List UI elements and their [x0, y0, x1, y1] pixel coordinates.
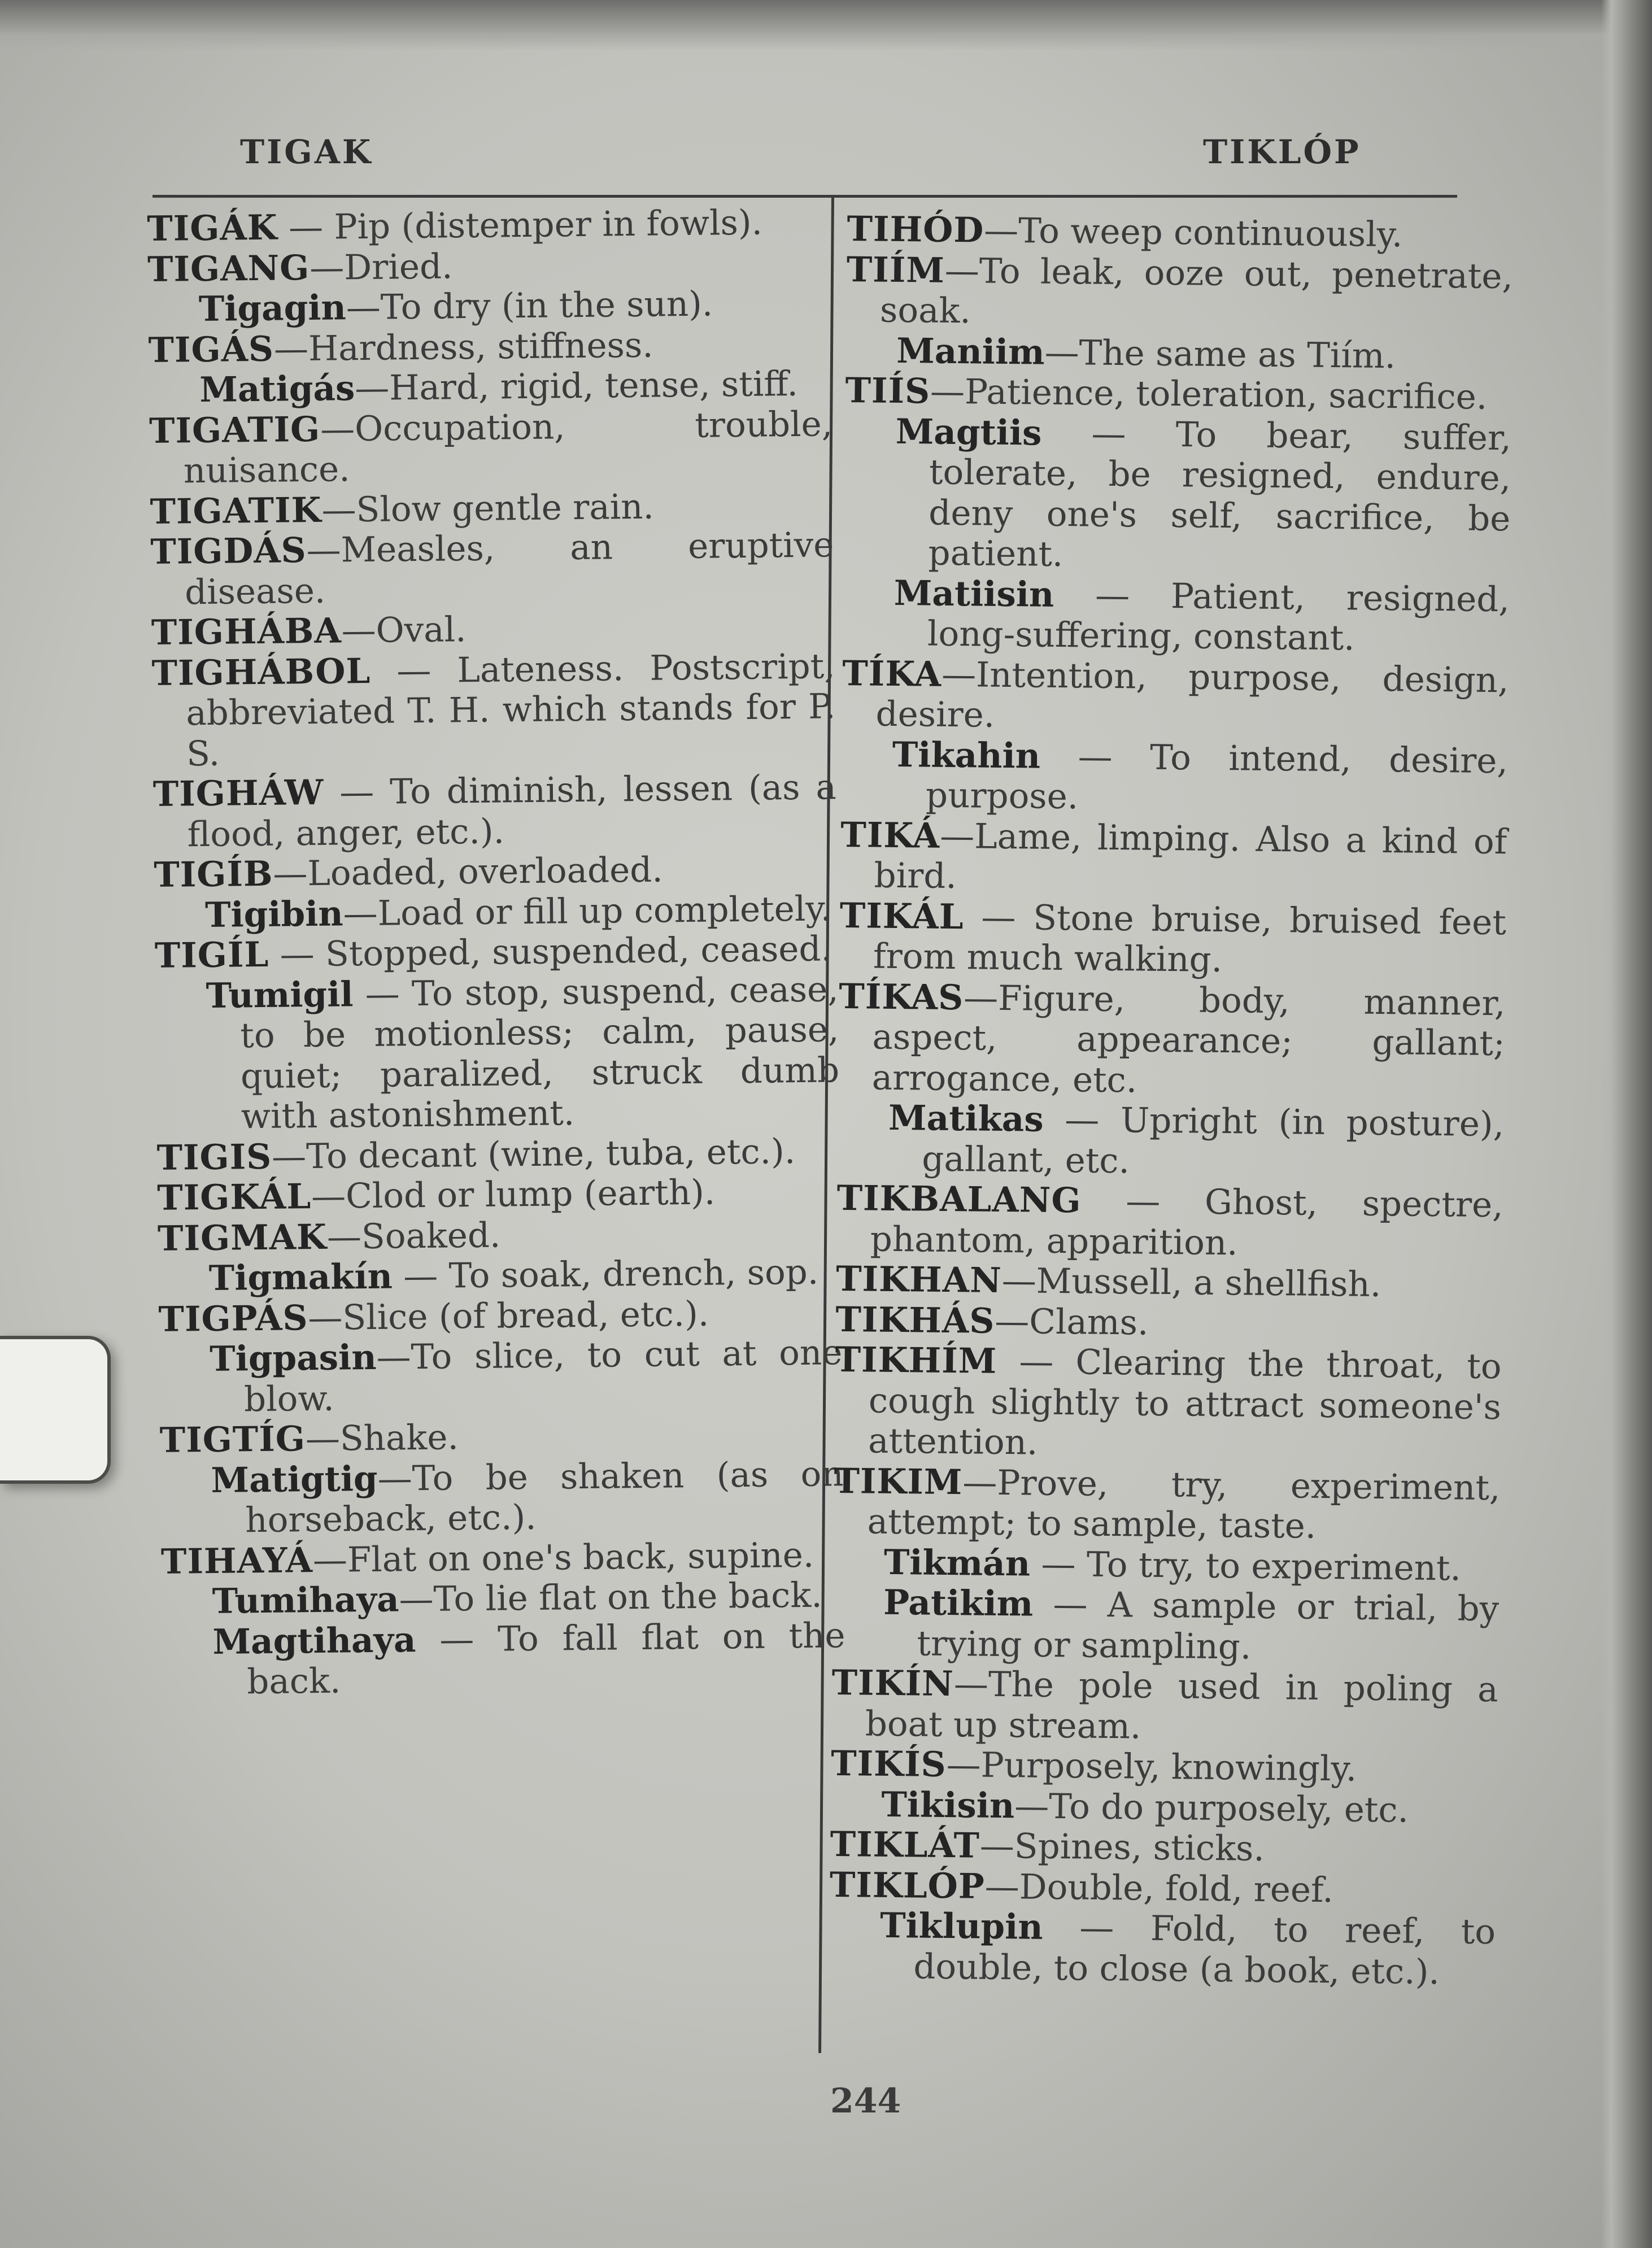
left-running-head: TIGAK [240, 133, 373, 171]
dictionary-entry [151, 605, 835, 653]
entry-headword: TIKÁ [840, 814, 940, 856]
entry-definition: —Hardness, stiffness. [273, 325, 653, 369]
dictionary-entry [148, 323, 832, 371]
dictionary-entry [846, 249, 1513, 337]
entry-definition: —Occupation, trouble, nuisance. [183, 403, 833, 491]
entry-headword: TIKIM [834, 1461, 963, 1502]
dictionary-entry [830, 1824, 1497, 1872]
dictionary-entry [839, 895, 1506, 983]
entry-definition: —To do purposely, etc. [1014, 1785, 1409, 1831]
entry-definition: —To weep continuously. [983, 210, 1403, 255]
entry-headword: TIGÁS [148, 329, 274, 371]
sub-entry [837, 1097, 1504, 1185]
dictionary-entry [154, 848, 838, 895]
dictionary-entry [842, 653, 1509, 740]
dictionary-entry [154, 929, 838, 976]
dictionary-entry [836, 1259, 1503, 1306]
entry-headword: Tumigil [206, 974, 354, 1016]
entry-definition: —Hard, rigid, tense, stiff. [354, 363, 799, 409]
sub-entry [832, 1582, 1499, 1670]
entry-headword: TIGÁK [147, 207, 278, 249]
entry-headword: TIKÍN [831, 1662, 954, 1705]
dictionary-entry [830, 1864, 1497, 1912]
dictionary-entry [838, 976, 1506, 1104]
entry-definition: —Slice (of bread, etc.). [308, 1293, 709, 1338]
entry-definition: — Upright (in posture), gallant, etc. [922, 1099, 1505, 1181]
entry-definition: — Stopped, suspended, ceased. [268, 929, 832, 975]
dictionary-entry [835, 1299, 1502, 1347]
entry-definition: —Clams. [994, 1301, 1149, 1343]
entry-headword: TIGÍB [153, 853, 273, 895]
left-column [147, 202, 846, 1703]
entry-headword: Matigás [199, 368, 355, 411]
entry-definition: —Soaked. [326, 1215, 501, 1257]
entry-headword: TIKLÁT [830, 1824, 980, 1866]
sub-entry [149, 363, 832, 411]
entry-headword: TIKHÍM [835, 1339, 997, 1382]
entry-definition: — To intend, desire, purpose. [925, 736, 1509, 817]
page-number: 244 [830, 2081, 901, 2121]
sub-entry [154, 888, 838, 936]
dictionary-entry [152, 767, 836, 855]
entry-definition: — Stone bruise, bruised feet from much walking. [873, 896, 1507, 981]
entry-definition: — Fold, to reef, to double, to close (a book, etc.). [913, 1907, 1496, 1992]
entry-definition: —Measles, an eruptive disease. [184, 525, 834, 612]
dictionary-entry [836, 1178, 1503, 1266]
entry-definition: — A sample or trial, by trying or sampling. [917, 1584, 1500, 1667]
entry-definition: —Shake. [305, 1417, 459, 1460]
sub-entry [161, 1575, 845, 1622]
entry-headword: Tigpasin [209, 1337, 377, 1379]
entry-headword: TIGMAK [157, 1217, 328, 1259]
entry-headword: TIGATIG [149, 409, 321, 451]
entry-headword: TIGDÁS [150, 530, 307, 572]
entry-definition: —Purposely, knowingly. [946, 1744, 1357, 1789]
entry-definition: — To bear, suffer, tolerate, be resigned, endure, deny one's self, sacrifice, be patient. [928, 413, 1512, 575]
entry-definition: — Patient, resigned, long-suffering, constant. [927, 574, 1510, 659]
entry-headword: TIGHÁBA [151, 611, 342, 653]
sub-entry [147, 282, 831, 330]
sub-entry [158, 1252, 842, 1299]
sub-entry [843, 572, 1510, 660]
entry-definition: —To leak, ooze out, penetrate, soak. [879, 250, 1514, 332]
entry-headword: Tikmán [883, 1542, 1031, 1584]
entry-headword: TIKHÁS [835, 1299, 995, 1341]
entry-headword: TIKHAN [835, 1258, 1002, 1301]
entry-definition: —Slow gentle rain. [321, 486, 655, 530]
dictionary-entry [833, 1461, 1500, 1548]
dictionary-entry [840, 814, 1507, 902]
entry-definition: —Flat on one's back, supine. [312, 1535, 814, 1580]
entry-definition: —Clod or lump (earth). [311, 1172, 716, 1217]
entry-headword: Tumihaya [212, 1579, 399, 1622]
entry-definition: —Spines, sticks. [979, 1826, 1265, 1869]
entry-headword: TIGATIK [150, 490, 322, 532]
dictionary-entry [150, 525, 834, 613]
entry-definition: —To be shaken (as on horseback, etc.). [245, 1453, 844, 1541]
entry-definition: — To fall flat on the back. [246, 1615, 845, 1702]
entry-headword: TIKLÓP [829, 1864, 986, 1907]
entry-headword: TIKÁL [839, 895, 964, 937]
sub-entry [160, 1454, 844, 1542]
entry-headword: TIGTÍG [159, 1419, 306, 1461]
entry-definition: — Pip (distemper in fowls). [277, 202, 763, 248]
entry-headword: Tigibin [204, 893, 344, 935]
dictionary-entry [149, 404, 833, 492]
dictionary-entry [847, 209, 1514, 256]
sub-entry [830, 1784, 1497, 1831]
entry-definition: —To decant (wine, tuba, etc.). [271, 1131, 796, 1177]
dictionary-entry [151, 646, 836, 774]
entry-definition: —Oval. [341, 609, 467, 651]
entry-definition: —Load or fill up completely. [343, 888, 832, 934]
entry-definition: — To try, to experiment. [1030, 1544, 1462, 1589]
entry-headword: Matikas [888, 1097, 1044, 1140]
entry-headword: Magtiis [895, 411, 1042, 454]
entry-headword: Tikahin [892, 734, 1041, 777]
entry-definition: —Intention, purpose, design, desire. [875, 654, 1509, 735]
entry-definition: —To slice, to cut at one blow. [243, 1332, 843, 1419]
entry-definition: — Ghost, spectre, phantom, apparition. [870, 1180, 1503, 1263]
sub-entry [833, 1541, 1500, 1589]
header-rule [152, 195, 1457, 198]
entry-headword: Tigmakín [208, 1256, 393, 1299]
entry-headword: TIÍS [845, 370, 931, 412]
entry-headword: TIGHÁBOL [151, 651, 371, 694]
dictionary-entry [161, 1535, 845, 1582]
entry-headword: TIGKÁL [156, 1177, 312, 1218]
entry-headword: TIHAYÁ [160, 1540, 313, 1582]
entry-definition: —Lame, limping. Also a kind of bird. [874, 816, 1507, 897]
entry-headword: Tigagin [198, 287, 347, 330]
entry-headword: Matiisin [893, 573, 1054, 615]
dictionary-entry [147, 242, 831, 290]
dictionary-entry [157, 1171, 841, 1218]
entry-headword: Patikim [883, 1582, 1034, 1624]
entry-definition: — To soak, drench, sop. [392, 1252, 819, 1297]
entry-definition: —Loaded, overloaded. [273, 849, 664, 894]
entry-headword: TIGIS [156, 1136, 272, 1178]
dictionary-entry [158, 1292, 842, 1340]
entry-headword: Magtihaya [212, 1619, 416, 1662]
entry-headword: Tikisin [881, 1784, 1015, 1826]
sub-entry [845, 330, 1512, 377]
entry-headword: TIHÓD [847, 209, 984, 251]
dictionary-entry [831, 1744, 1498, 1791]
entry-definition: —To dry (in the sun). [346, 284, 713, 328]
right-running-head: TIKLÓP [1203, 133, 1361, 171]
sub-entry [159, 1332, 843, 1421]
entry-definition: — To diminish, lessen (as a flood, anger, etc.). [187, 767, 837, 855]
entry-headword: TIKÍS [830, 1743, 947, 1785]
entry-definition: —Double, fold, reef. [984, 1866, 1334, 1910]
entry-headword: TIKBALANG [836, 1178, 1082, 1221]
entry-headword: TIGÍL [154, 934, 269, 976]
entry-definition: — To stop, suspend, cease, to be motionless; calm, pause, quiet; paralized, struck dumb with astonishment. [239, 969, 840, 1137]
dictionary-entry [831, 1663, 1498, 1750]
entry-headword: TIGANG [147, 247, 310, 290]
sub-entry [841, 734, 1508, 821]
sub-entry [162, 1615, 845, 1704]
entry-definition: —Dried. [309, 246, 453, 288]
page-right-edge [1601, 0, 1652, 2248]
sub-entry [843, 411, 1511, 579]
entry-definition: — Lateness. Postscript, abbreviated T. H. which stands for P. S. [185, 646, 836, 774]
dictionary-entry [150, 485, 834, 532]
dictionary-entry [147, 202, 831, 249]
entry-definition: —The same as Tiím. [1044, 332, 1396, 376]
page-top-edge [0, 0, 1652, 51]
entry-headword: TIÍM [846, 249, 945, 291]
entry-definition: —Mussell, a shellfish. [1001, 1260, 1381, 1305]
bookmark-tab [0, 1336, 111, 1484]
entry-headword: TÍKAS [839, 976, 964, 1018]
dictionary-entry [845, 371, 1512, 418]
entry-headword: Maniim [896, 330, 1045, 373]
entry-definition: —To lie flat on the back. [399, 1575, 823, 1620]
entry-definition: —Patience, toleration, sacrifice. [930, 371, 1488, 417]
entry-headword: TÍKA [842, 653, 942, 695]
dictionary-entry [159, 1413, 843, 1461]
entry-definition: — Clearing the throat, to cough slightly to attract someone's attention. [868, 1341, 1502, 1463]
right-column [829, 209, 1514, 1993]
entry-headword: Tiklupin [879, 1905, 1044, 1948]
dictionary-entry [156, 1131, 840, 1178]
entry-headword: TIGPÁS [158, 1297, 308, 1340]
sub-entry [829, 1905, 1496, 1993]
dictionary-entry [158, 1212, 842, 1259]
sub-entry [155, 969, 840, 1138]
entry-definition: —The pole used in poling a boat up stream. [865, 1664, 1498, 1747]
entry-headword: Matigtig [211, 1458, 378, 1501]
entry-definition: —Figure, body, manner, aspect, appearance; gallant; arrogance, etc. [871, 977, 1506, 1100]
entry-headword: TIGHÁW [152, 772, 324, 814]
entry-definition: —Prove, try, experiment, attempt; to sample, taste. [867, 1462, 1501, 1546]
dictionary-entry [834, 1340, 1502, 1468]
